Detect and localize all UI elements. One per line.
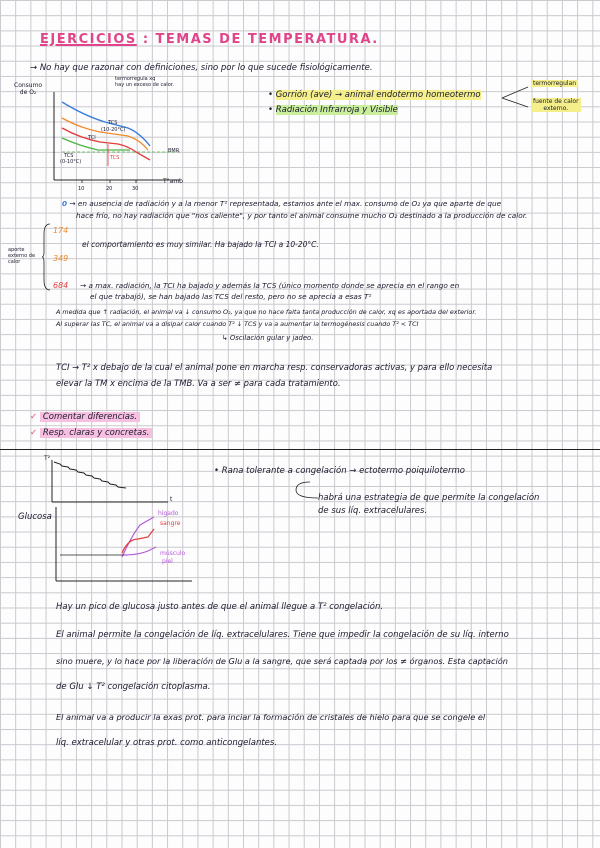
- title-main: EJERCICIOS: [40, 32, 137, 47]
- explanation-4-line1: A medida que ↑ radiación, el animal va ↓ consumo O₂, ya que no hace falta tanta producción de calor, xq es aportada del exterior.: [56, 308, 477, 316]
- arrow-right-icon: →: [30, 63, 40, 73]
- paragraph-1: Hay un pico de glucosa justo antes de que el animal llegue a T² congelación.: [56, 602, 384, 612]
- chart3-curve-musculo: [124, 547, 156, 555]
- check-icon: ✓: [30, 428, 38, 438]
- side-label-aporte-externo: aporte externo de calor: [8, 247, 36, 265]
- explanation-5-line1: TCI → T² x debajo de la cual el animal pone en marcha resp. conservadoras activas, y para ello necesita: [56, 362, 493, 372]
- check-icon: ✓: [30, 412, 38, 422]
- paragraph-2: El animal permite la congelación de líq. extracelulares. Tiene que impedir la congelación de su líq. interno: [56, 630, 509, 640]
- title-separator: :: [142, 32, 150, 47]
- chart3-label-musculo: músculo: [160, 550, 186, 557]
- chart2-curve: [54, 462, 126, 488]
- chart1-tick-label-10: 10: [78, 186, 85, 192]
- explanation-3-line1: → a max. radiación, la TCI ha bajado y además la TCS (único momento donde se aprecia en el rango en: [80, 281, 460, 290]
- intro-line: [30, 63, 373, 73]
- paragraph-3: sino muere, y lo hace por la liberación de Glu a la sangre, que será captada por los ≠ órganos. Esta captación: [56, 656, 508, 666]
- rana-sub-line1: habrá una estrategia de que permite la congelación: [318, 493, 540, 503]
- chart1-ylabel: Consumo de O₂: [14, 82, 43, 96]
- explanation-4-line3: ↳ Oscilación gular y jadeo.: [222, 334, 314, 342]
- section-divider: [0, 449, 600, 450]
- tip-comentar: ✓ Comentar diferencias.: [30, 412, 140, 422]
- page-title: [40, 32, 379, 47]
- side-brace: [42, 222, 52, 292]
- chart1-label-tcs-lower: TCS: [64, 153, 74, 159]
- chart1-label-tcs-red: TCS: [110, 155, 120, 161]
- title-rest: TEMAS DE TEMPERATURA.: [155, 32, 379, 47]
- chart1-label-bmr: BMR: [168, 148, 180, 154]
- chart1-annotation: termorregula xq hay un exceso de calor.: [115, 76, 174, 88]
- chart1-label-range-upper: (10-20°C): [101, 127, 126, 133]
- chart3-curve-sangre: [122, 529, 154, 553]
- side-term-termorregulan: termorregulan: [533, 80, 577, 87]
- chart1-tick-label-30: 30: [132, 186, 139, 192]
- paragraph-4: de Glu ↓ T² congelación citoplasma.: [56, 682, 211, 692]
- side-term-fuente-calor: fuente de calor externo.: [533, 98, 579, 112]
- rana-sub-line2: de sus líq. extracelulares.: [318, 506, 428, 516]
- explanation-0-line1: 0 → en ausencia de radiación y a la menor T² representada, estamos ante el max. consumo de O₂ ya que aparte de que: [62, 199, 502, 208]
- explanation-5-line2: elevar la TM x encima de la TMB. Va a ser ≠ para cada tratamiento.: [56, 378, 341, 388]
- explanation-3-line2: el que trabajó), se han bajado las TCS del resto, pero no se aprecia a esas T²: [90, 292, 372, 301]
- paragraph-5: El animal va a producir la exas prot. para inciar la formación de cristales de hielo para que se congele el: [56, 712, 486, 722]
- explanation-1-number: 174: [53, 226, 69, 235]
- explanation-2-number: 349: [53, 254, 69, 263]
- explanation-0-line2: hace frío, no hay radiación que "nos caliente", y por tanto el animal consume mucho O₂ destinado a la producción de calor.: [76, 211, 528, 220]
- bullet-gorrion: • Gorrión (ave) → animal endotermo homeotermo: [268, 90, 481, 100]
- chart1-label-tci: TCI: [88, 135, 96, 141]
- explanation-1-text: el comportamiento es muy similar. Ha bajado la TCI a 10-20°C.: [82, 240, 319, 249]
- chart1-oxygen-consumption: [40, 88, 210, 198]
- brace-arrows: [500, 83, 530, 113]
- chart3-label-higado: hígado: [158, 510, 179, 517]
- bullet-radiacion: • Radiación Infrarroja y Visible: [268, 105, 398, 115]
- chart3-label-piel: piel: [162, 558, 173, 565]
- paragraph-6: líq. extracelular y otras prot. como anticongelantes.: [56, 738, 278, 748]
- chart1-tick-label-20: 20: [106, 186, 113, 192]
- explanation-4-line2: Al superar las TC, el animal va a disipar calor cuando T² ↓ TCS y va a aumentar la termogénesis cuando T² < TCI: [56, 320, 419, 328]
- chart2-xlabel: t: [170, 496, 173, 503]
- explanation-3-number: 684: [53, 281, 69, 290]
- chart1-label-range-lower: (0-10°C): [60, 159, 82, 165]
- chart3-glucose: [52, 505, 202, 590]
- intro-text: No hay que razonar con definiciones, sino por lo que sucede fisiológicamente.: [39, 63, 373, 73]
- chart1-label-tcs-upper: TCS: [108, 120, 118, 126]
- tip-respuestas: ✓ Resp. claras y concretas.: [30, 428, 152, 438]
- chart1-xlabel: T°amb: [163, 178, 183, 185]
- chart2-ylabel: T²: [44, 455, 51, 462]
- chart3-ylabel: Glucosa: [18, 512, 52, 522]
- chart3-label-sangre: sangre: [160, 520, 181, 527]
- bullet-rana: • Rana tolerante a congelación → ectotermo poiquilotermo: [214, 466, 466, 476]
